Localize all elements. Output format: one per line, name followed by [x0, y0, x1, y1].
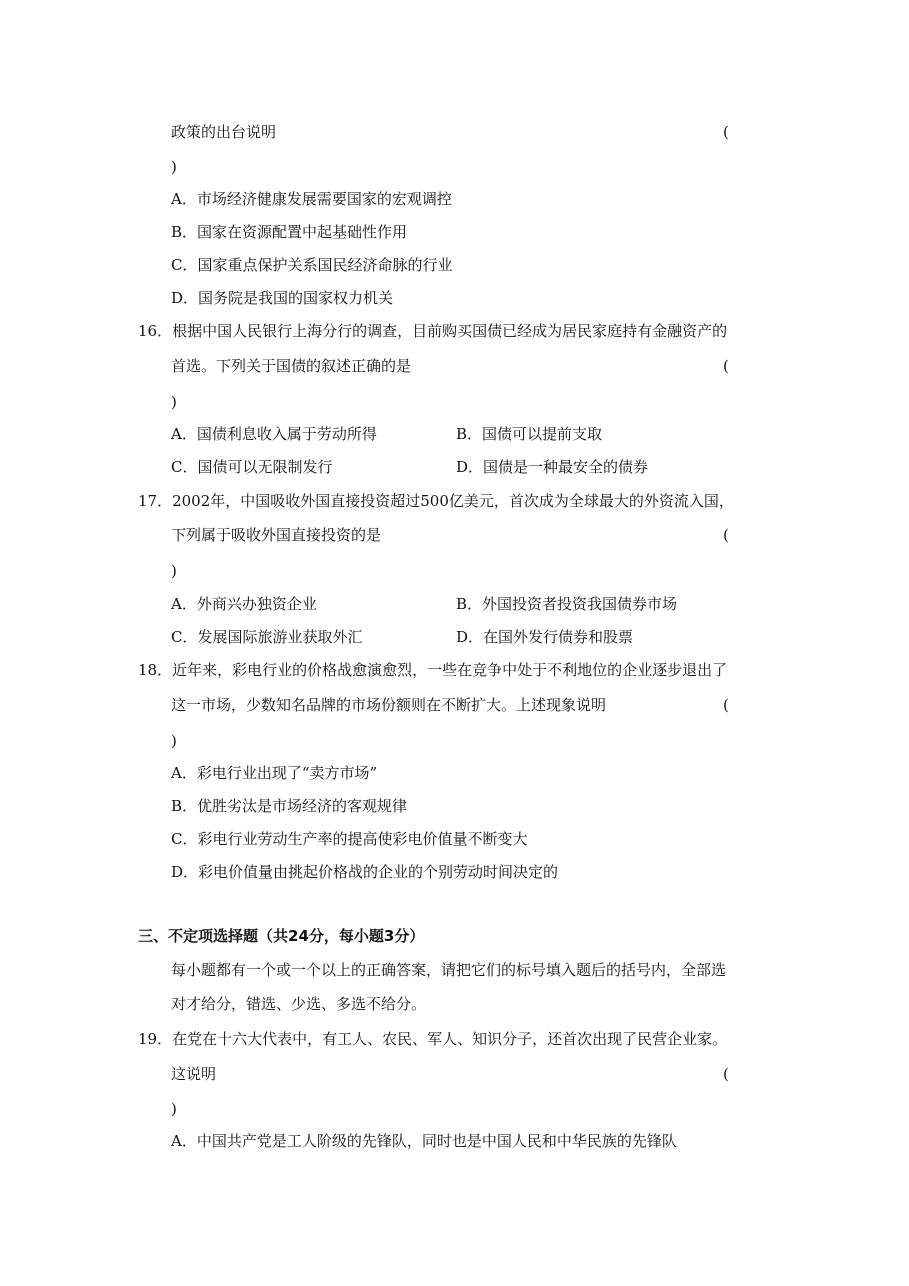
- q16-option-b: B．国债可以提前支取: [456, 425, 603, 443]
- q18-option-c: C．彩电行业劳动生产率的提高使彩电价值量不断变大: [171, 830, 528, 848]
- q18-option-d: D．彩电价值量由挑起价格战的企业的个别劳动时间决定的: [171, 863, 559, 881]
- q17-answer-paren-close: ): [171, 562, 177, 580]
- q15-option-a: A．市场经济健康发展需要国家的宏观调控: [171, 190, 452, 208]
- q18-option-b: B．优胜劣汰是市场经济的客观规律: [171, 797, 408, 815]
- q15-answer-paren-close: ): [171, 158, 177, 176]
- q17-answer-paren-open: (: [723, 526, 729, 544]
- q17-option-a: A．外商兴办独资企业: [171, 595, 317, 613]
- q16-option-d: D．国债是一种最安全的债券: [456, 458, 649, 476]
- q16-answer-paren-close: ): [171, 393, 177, 411]
- q16-option-c: C．国债可以无限制发行: [171, 458, 333, 476]
- q19-option-a: A．中国共产党是工人阶级的先锋队，同时也是中国人民和中华民族的先锋队: [171, 1132, 677, 1150]
- q17-stem-line1: 17．2002年，中国吸收外国直接投资超过500亿美元，首次成为全球最大的外资流入国，: [138, 492, 734, 510]
- q16-stem-line2: 首选。下列关于国债的叙述正确的是: [171, 357, 412, 375]
- q17-option-b: B．外国投资者投资我国债券市场: [456, 595, 678, 613]
- q19-stem-line2: 这说明: [171, 1065, 217, 1083]
- q18-answer-paren-open: (: [723, 696, 729, 714]
- q15-answer-paren-open: (: [723, 123, 729, 141]
- q16-option-a: A．国债利息收入属于劳动所得: [171, 425, 377, 443]
- q15-option-b: B．国家在资源配置中起基础性作用: [171, 223, 408, 241]
- q19-answer-paren-open: (: [723, 1065, 729, 1083]
- q17-stem-line2: 下列属于吸收外国直接投资的是: [171, 526, 382, 544]
- q18-stem-line2: 这一市场，少数知名品牌的市场份额则在不断扩大。上述现象说明: [171, 696, 607, 714]
- q19-answer-paren-close: ): [171, 1100, 177, 1118]
- q18-answer-paren-close: ): [171, 732, 177, 750]
- q15-stem-line: 政策的出台说明: [171, 123, 277, 141]
- section-instructions-line1: 每小题都有一个或一个以上的正确答案，请把它们的标号填入题后的括号内，全部选: [171, 961, 727, 979]
- q16-stem-line1: 16．根据中国人民银行上海分行的调查，目前购买国债已经成为居民家庭持有金融资产的: [138, 322, 728, 340]
- section-instructions-line2: 对才给分，错选、少选、多选不给分。: [171, 995, 427, 1013]
- q17-option-c: C．发展国际旅游业获取外汇: [171, 628, 363, 646]
- section-heading: 三、不定项选择题（共24分，每小题3分）: [138, 927, 425, 945]
- q16-answer-paren-open: (: [723, 357, 729, 375]
- q19-stem-line1: 19．在党在十六大代表中，有工人、农民、军人、知识分子，还首次出现了民营企业家。: [138, 1030, 728, 1048]
- q15-option-c: C．国家重点保护关系国民经济命脉的行业: [171, 256, 453, 274]
- q18-option-a: A．彩电行业出现了“卖方市场”: [171, 764, 378, 782]
- q18-stem-line1: 18．近年来，彩电行业的价格战愈演愈烈，一些在竞争中处于不利地位的企业逐步退出了: [138, 661, 728, 679]
- q15-option-d: D．国务院是我国的国家权力机关: [171, 289, 394, 307]
- q17-option-d: D．在国外发行债券和股票: [456, 628, 634, 646]
